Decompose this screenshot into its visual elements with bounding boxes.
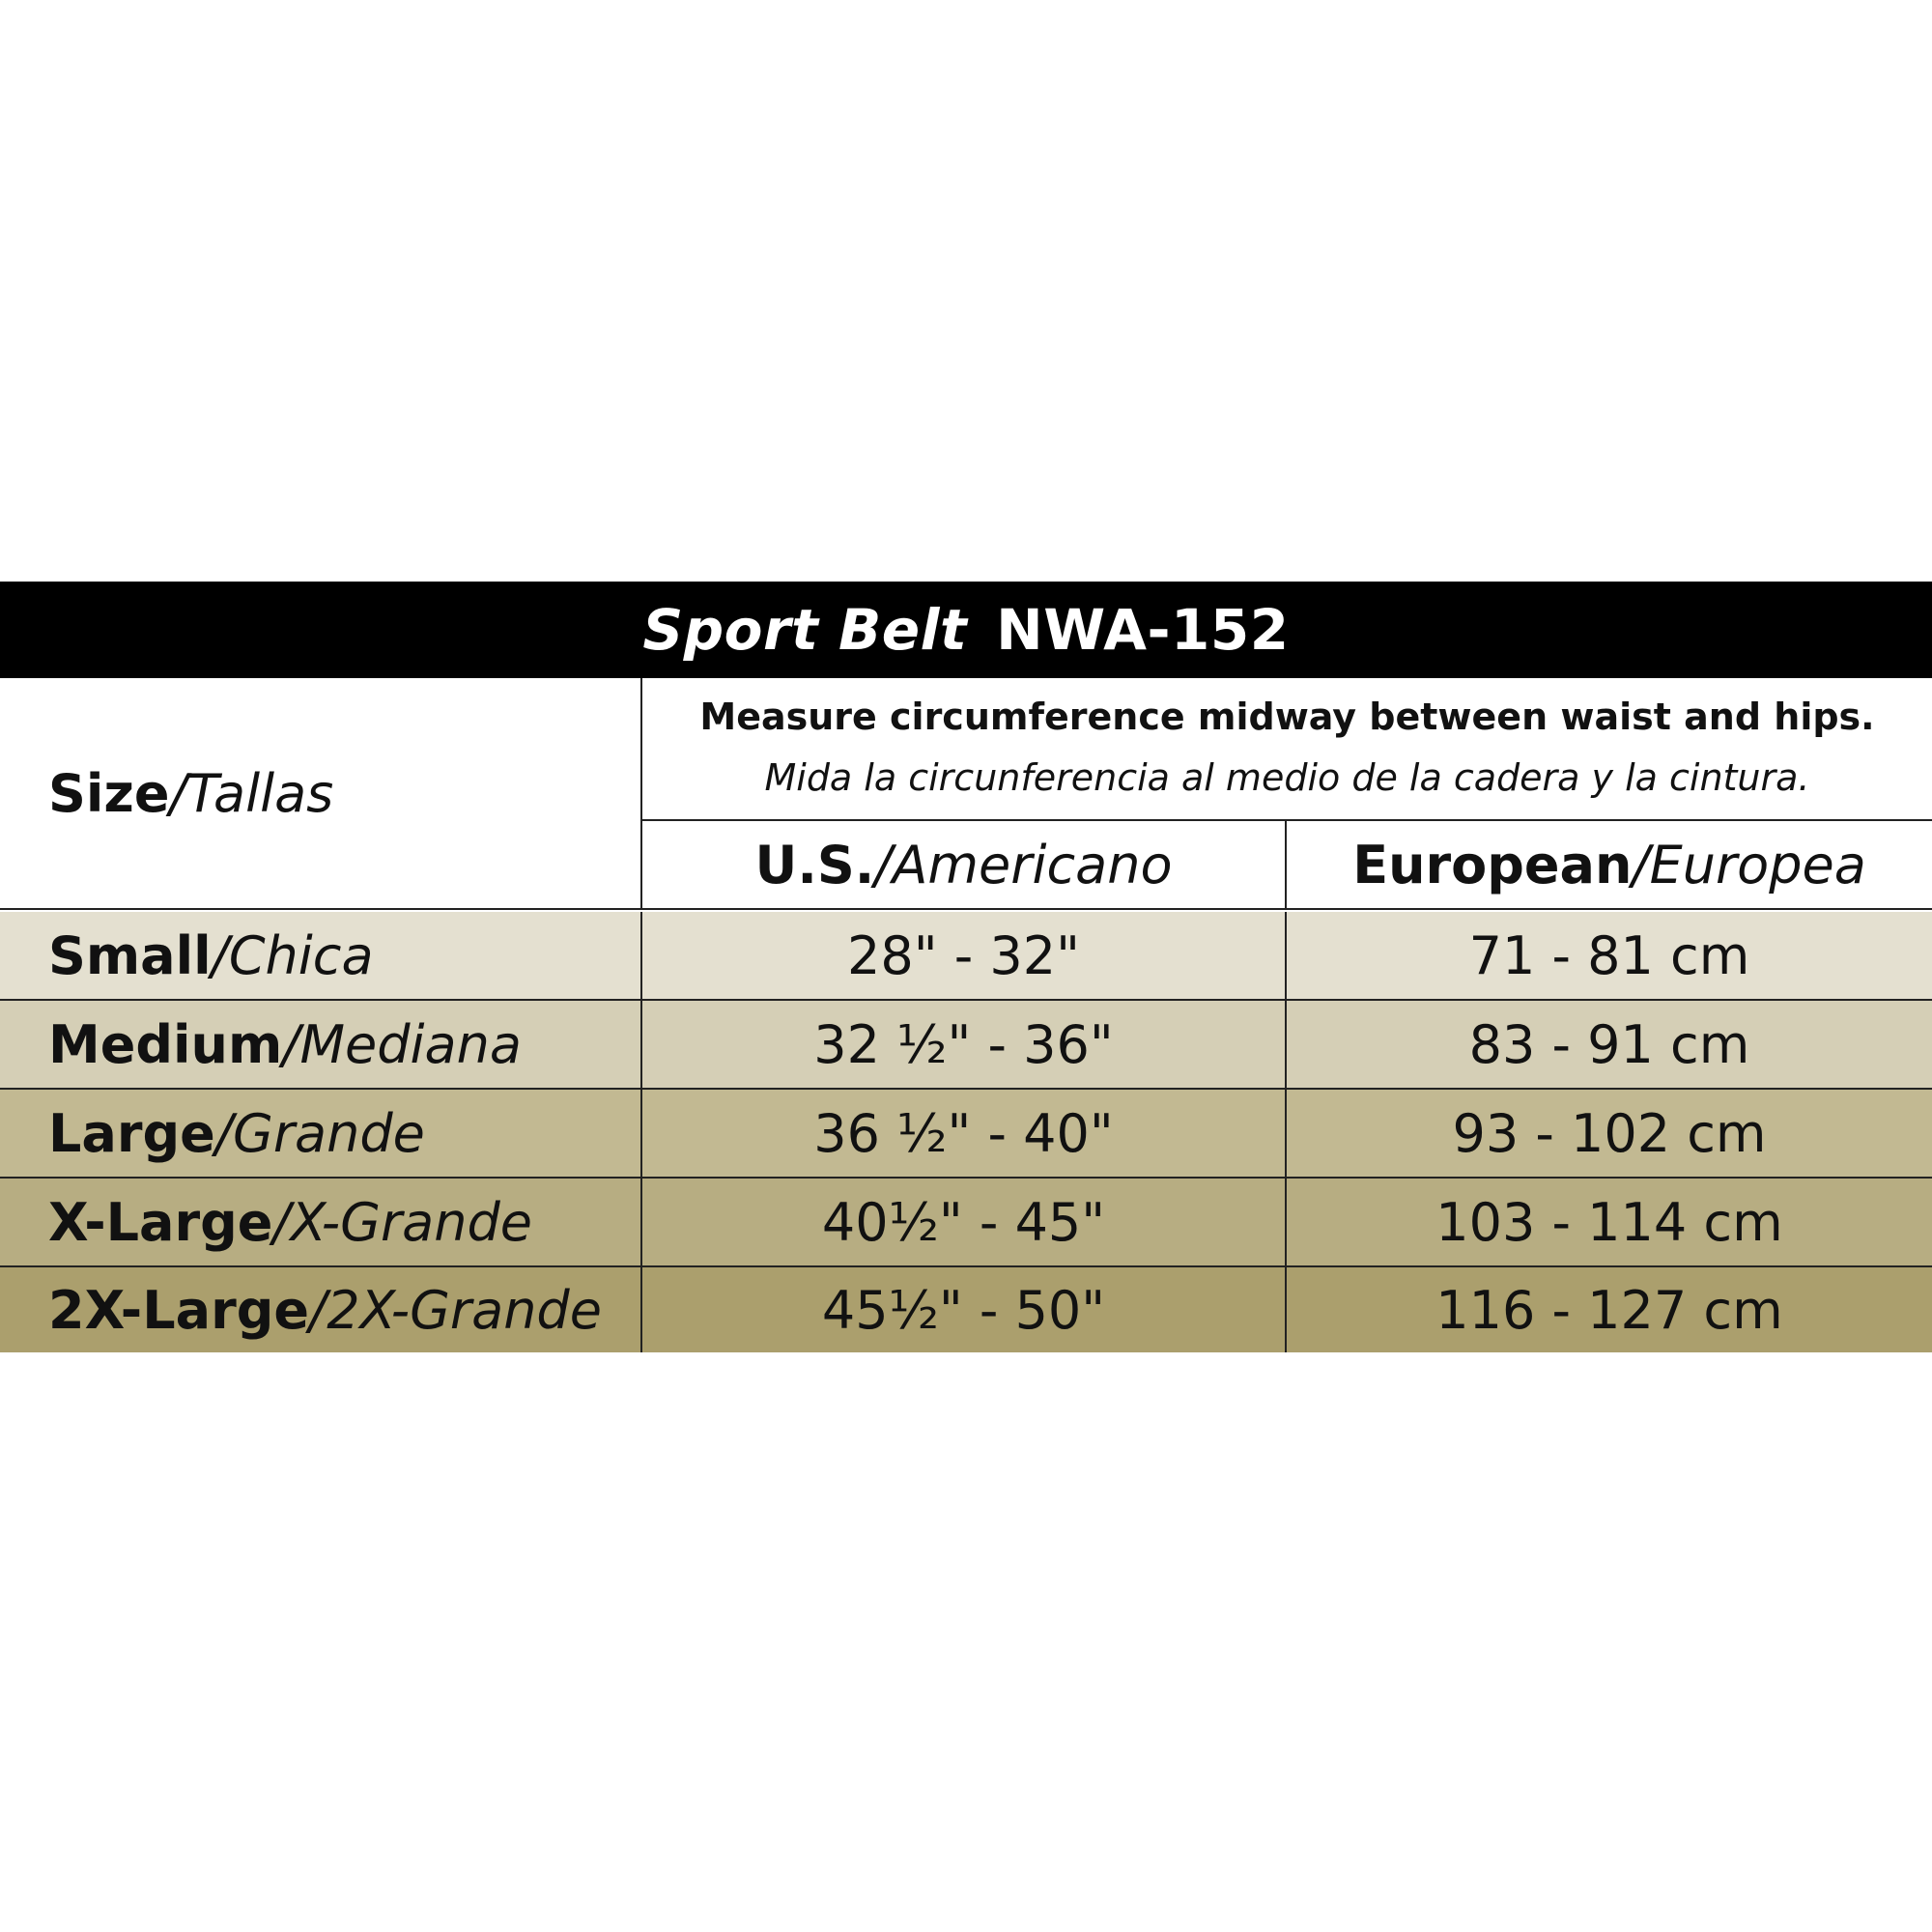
measure-instructions [642, 678, 1932, 821]
size-separator: / [308, 1279, 327, 1341]
size-en: X-Large [48, 1191, 273, 1253]
eu-size-cell: 71 - 81 cm [1468, 924, 1750, 986]
size-en: 2X-Large [48, 1279, 309, 1341]
table-row-medium [0, 1001, 1932, 1090]
us-size-cell: 28" - 32" [642, 912, 1287, 999]
us-header-en: U.S. [754, 834, 875, 895]
measure-instruction-es: Mida la circunferencia al medio de la cadera y la cintura. [764, 756, 1810, 799]
size-en: Small [48, 924, 212, 986]
size-cell [0, 1179, 642, 1265]
size-es: 2X-Grande [327, 1279, 602, 1341]
us-header-es: Americano [892, 834, 1173, 895]
eu-size-cell: 83 - 91 cm [1468, 1013, 1750, 1075]
product-name: Sport Belt [642, 597, 968, 663]
size-separator: / [282, 1013, 300, 1075]
size-header-separator: / [169, 762, 187, 824]
size-header-es: Tallas [186, 762, 334, 824]
size-separator: / [272, 1191, 291, 1253]
size-chart [0, 582, 1932, 1352]
size-en: Large [48, 1102, 215, 1164]
size-es: Mediana [299, 1013, 522, 1075]
us-size-cell: 45½" - 50" [642, 1267, 1287, 1352]
size-cell [0, 1001, 642, 1088]
size-cell [0, 1090, 642, 1177]
us-size-cell: 40½" - 45" [642, 1179, 1287, 1265]
us-size-cell: 32 ½" - 36" [642, 1001, 1287, 1088]
us-size-cell: 36 ½" - 40" [642, 1090, 1287, 1177]
title-bar [0, 582, 1932, 678]
us-column-header [642, 821, 1287, 910]
size-en: Medium [48, 1013, 283, 1075]
size-cell [0, 1267, 642, 1352]
table-row-2x-large [0, 1267, 1932, 1352]
size-es: Chica [228, 924, 374, 986]
size-column-header [0, 678, 642, 910]
size-separator: / [211, 924, 229, 986]
eu-size-cell: 103 - 114 cm [1435, 1191, 1783, 1253]
size-es: Grande [232, 1102, 425, 1164]
eu-header-separator: / [1632, 834, 1650, 895]
eu-column-header [1287, 821, 1932, 910]
eu-size-cell: 116 - 127 cm [1435, 1279, 1783, 1341]
size-separator: / [214, 1102, 233, 1164]
us-header-separator: / [874, 834, 893, 895]
eu-size-cell: 93 - 102 cm [1452, 1102, 1767, 1164]
model-number: NWA-152 [996, 597, 1290, 663]
size-cell [0, 912, 642, 999]
eu-header-en: European [1352, 834, 1633, 895]
size-es: X-Grande [290, 1191, 532, 1253]
measure-instruction-en: Measure circumference midway between waist and hips. [699, 696, 1875, 738]
table-row-small [0, 912, 1932, 1001]
table-row-large [0, 1090, 1932, 1179]
eu-header-es: Europea [1649, 834, 1866, 895]
table-row-x-large [0, 1179, 1932, 1267]
size-header-en: Size [48, 762, 170, 824]
